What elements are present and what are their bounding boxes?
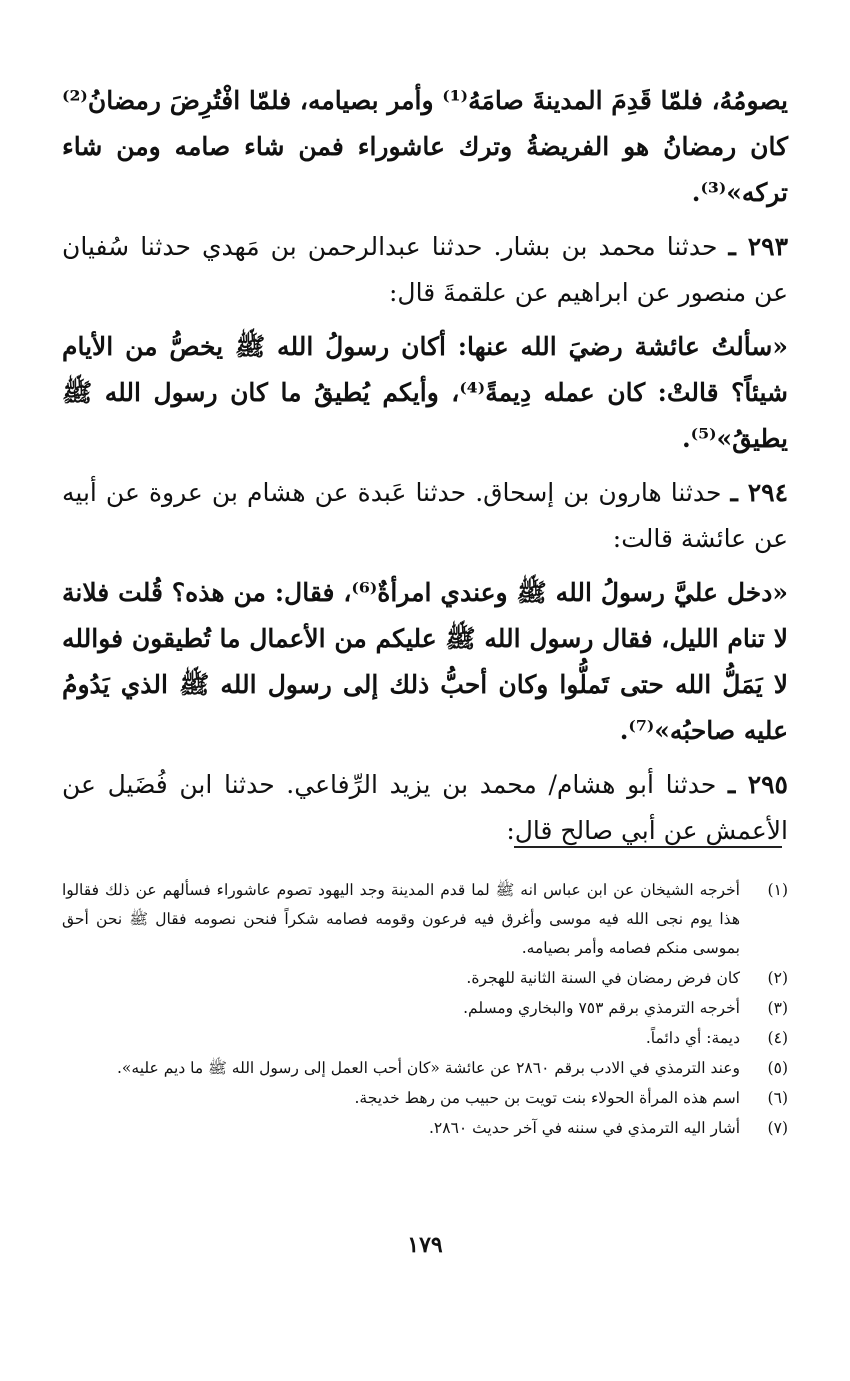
footnote [62,1084,788,1113]
footnote-text: كان فرض رمضان في السنة الثانية للهجرة. [466,969,740,987]
hadith-number: ٢٩٤ ـ [730,478,789,507]
hadith-chain-text: حدثنا أبو هشام/ محمد بن يزيد الرِّفاعي. حدثنا ابن فُضَيل عن الأعمش عن أبي صالح قال: [62,770,788,845]
footnote [62,994,788,1023]
hadith-chain-text: حدثنا هارون بن إسحاق. حدثنا عَبدة عن هشام بن عروة عن أبيه عن عائشة قالت: [62,478,788,553]
hadith-number: ٢٩٥ ـ [727,770,788,799]
footnote-text: وعند الترمذي في الادب برقم ٢٨٦٠ عن عائشة «كان أحب العمل إلى رسول الله ﷺ ما ديم عليه». [117,1059,740,1077]
hadith-text-293: «سألتُ عائشة رضيَ الله عنها: أكان رسولُ الله ﷺ يخصُّ من الأيام شيئاً؟ قالتْ: كان عمله دِيمةً⁽⁴⁾، وأيكم يُطيقُ ما كان رسول الله ﷺ يطيقُ»⁽⁵⁾. [62,332,788,453]
footnote-text: أخرجه الشيخان عن ابن عباس انه ﷺ لما قدم المدينة وجد اليهود تصوم عاشوراء فسألهم عن ذلك فقالوا هذا يوم نجى الله فيه موسى وأغرق فيه فرعون وقومه فصامه شكراً فنحن نصومه فقال ﷺ نحن أحق بموسى منكم فصامه وأمر بصيامه. [62,881,740,957]
footnote-marker: (٥) [767,1059,788,1077]
main-text [62,78,788,862]
footnote [62,964,788,993]
footnote [62,1024,788,1053]
footnote-text: أخرجه الترمذي برقم ٧٥٣ والبخاري ومسلم. [463,999,740,1017]
page-number: ١٧٩ [407,1232,443,1258]
footnote-marker: (٤) [767,1029,788,1047]
footnotes [62,876,788,1144]
footnote-text: اسم هذه المرأة الحولاء بنت تويت بن حبيب من رهط خديجة. [354,1089,740,1107]
footnote-text: أشار اليه الترمذي في سننه في آخر حديث ٢٨٦٠. [428,1119,740,1137]
footnote-separator [514,846,782,848]
footnote-marker: (٢) [767,969,788,987]
footnote-marker: (٧) [767,1119,788,1137]
footnote-marker: (٦) [767,1089,788,1107]
footnote-marker: (٣) [767,999,788,1017]
hadith-number: ٢٩٣ ـ [728,232,789,261]
footnote-marker: (١) [767,881,788,899]
footnote [62,876,788,963]
footnote-text: ديمة: أي دائماً. [645,1029,740,1047]
hadith-chain-295 [62,762,788,854]
hadith-text-294: «دخل عليَّ رسولُ الله ﷺ وعندي امرأةٌ⁽⁶⁾، فقال: من هذه؟ قُلت فلانة لا تنام الليل، فقال رسول الله ﷺ عليكم من الأعمال ما تُطيقون فوالله لا يَمَلُّ الله حتى تَملُّوا وكان أحبُّ ذلك إلى رسول الله ﷺ الذي يَدُومُ عليه صاحبُه»⁽⁷⁾. [62,578,788,745]
hadith-chain-293 [62,224,788,316]
hadith-chain-294 [62,470,788,562]
hadith-text-continuation: يصومُهُ، فلمّا قَدِمَ المدينةَ صامَهُ⁽¹⁾ وأمر بصيامه، فلمّا افْتُرِضَ رمضانُ⁽²⁾ كان رمضانُ هو الفريضةُ وترك عاشوراء فمن شاء صامه ومن شاء تركه»⁽³⁾. [62,86,788,207]
hadith-chain-text: حدثنا محمد بن بشار. حدثنا عبدالرحمن بن مَهدي حدثنا سُفيان عن منصور عن ابراهيم عن علقمةَ قال: [62,232,788,307]
footnote [62,1114,788,1143]
footnote [62,1054,788,1083]
